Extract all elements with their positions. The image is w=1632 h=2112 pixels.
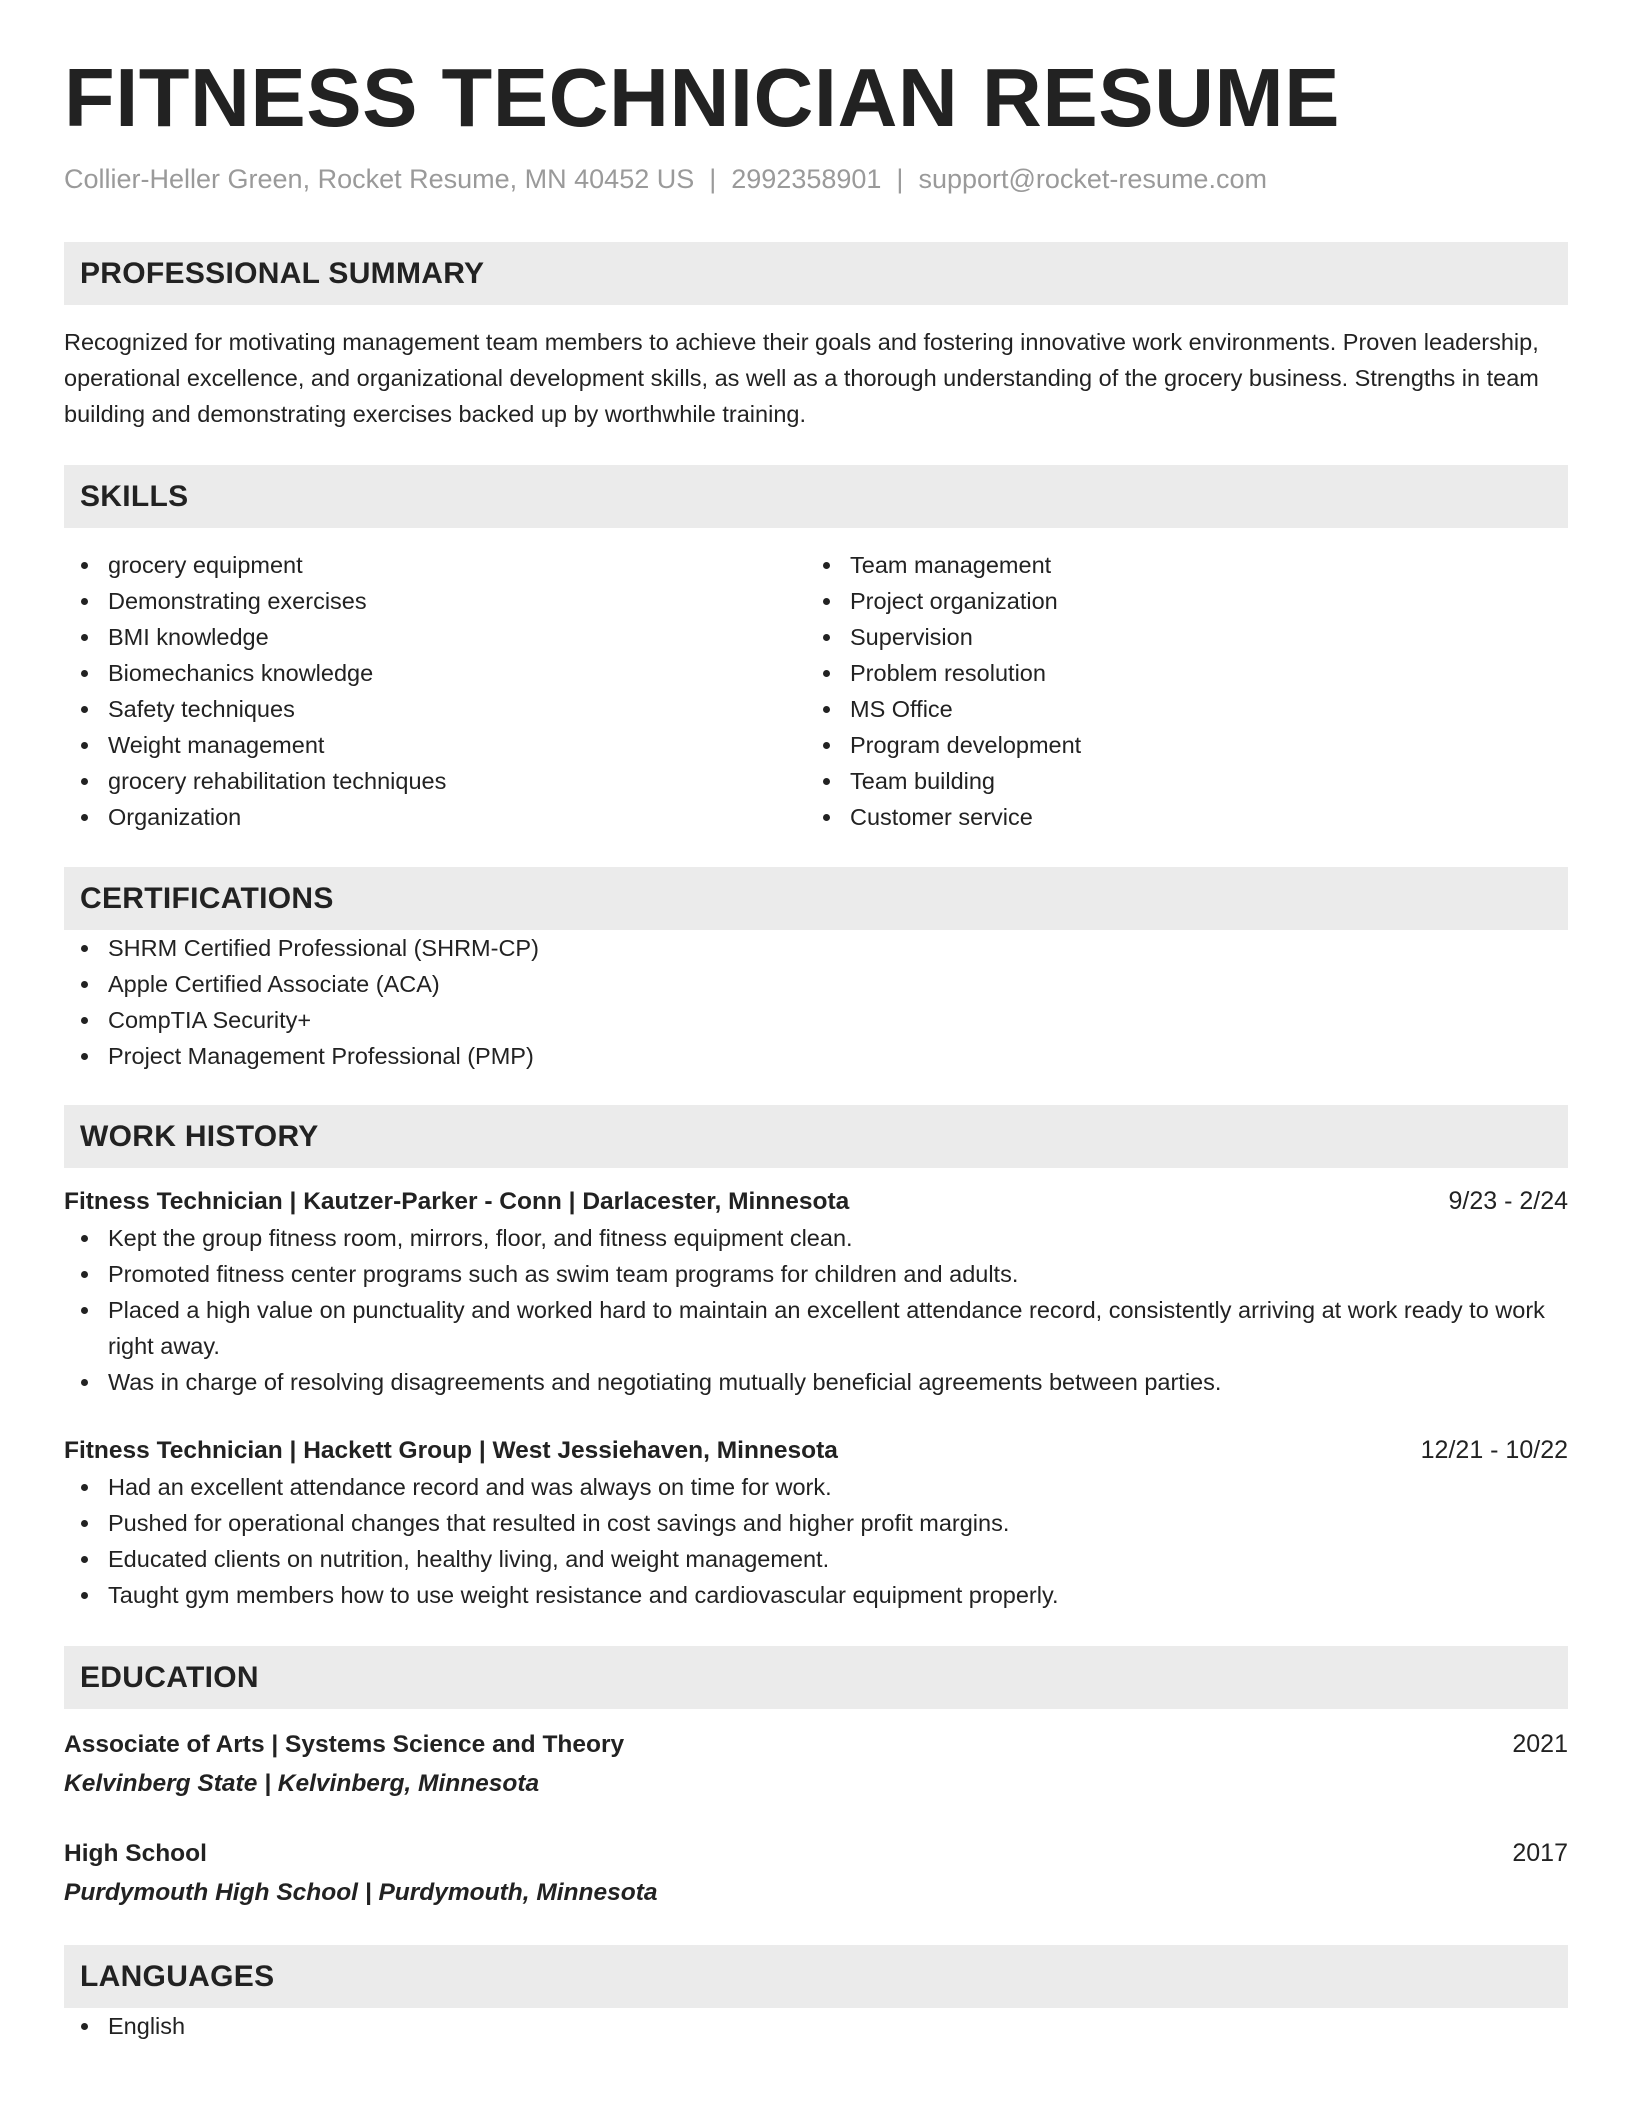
language-label: English — [108, 2013, 186, 2039]
job-header — [64, 1183, 1568, 1220]
skill-item — [64, 799, 806, 835]
bullet-dot-icon — [823, 742, 830, 749]
job-bullet — [64, 1364, 1568, 1400]
bullet-dot-icon — [81, 742, 88, 749]
education-degree-row — [64, 1835, 1568, 1872]
job-bullets — [64, 1469, 1568, 1613]
contact-separator: | — [896, 164, 904, 194]
bullet-dot-icon — [81, 1307, 88, 1314]
certification-item — [64, 1038, 1568, 1074]
bullet-dot-icon — [81, 1053, 88, 1060]
job-bullet — [64, 1505, 1568, 1541]
skill-label: Team building — [850, 768, 996, 794]
education-year: 2017 — [1512, 1839, 1568, 1867]
job-bullet-text: Was in charge of resolving disagreements and negotiating mutually beneficial agreements between parties. — [108, 1369, 1222, 1395]
job-bullet-text: Kept the group fitness room, mirrors, floor, and fitness equipment clean. — [108, 1225, 853, 1251]
certification-item — [64, 930, 1568, 966]
bullet-dot-icon — [81, 2023, 88, 2030]
bullet-dot-icon — [81, 598, 88, 605]
skill-item — [806, 727, 1568, 763]
job-dates: 9/23 - 2/24 — [1448, 1187, 1568, 1215]
bullet-dot-icon — [81, 1592, 88, 1599]
job-bullet-text: Educated clients on nutrition, healthy living, and weight management. — [108, 1546, 830, 1572]
bullet-dot-icon — [823, 778, 830, 785]
education-entry — [64, 1726, 1568, 1802]
job-bullets — [64, 1220, 1568, 1400]
skill-label: grocery rehabilitation techniques — [108, 768, 447, 794]
skill-item — [806, 583, 1568, 619]
bullet-dot-icon — [81, 1556, 88, 1563]
job-bullet — [64, 1292, 1568, 1364]
skill-label: BMI knowledge — [108, 624, 269, 650]
certification-item — [64, 966, 1568, 1002]
skills-left-list — [64, 547, 806, 835]
skill-item — [806, 547, 1568, 583]
skill-label: Customer service — [850, 804, 1033, 830]
bullet-dot-icon — [81, 1520, 88, 1527]
certifications-heading: CERTIFICATIONS — [64, 867, 1568, 930]
education-year: 2021 — [1512, 1730, 1568, 1758]
skills-columns — [64, 547, 1568, 835]
skills-right-list — [806, 547, 1568, 835]
certification-label: Apple Certified Associate (ACA) — [108, 971, 440, 997]
bullet-dot-icon — [81, 945, 88, 952]
contact-phone: 2992358901 — [731, 164, 882, 194]
skill-item — [806, 799, 1568, 835]
skill-item — [64, 655, 806, 691]
education-school: Kelvinberg State | Kelvinberg, Minnesota — [64, 1770, 540, 1797]
skill-label: grocery equipment — [108, 552, 303, 578]
education-degree-row — [64, 1726, 1568, 1763]
bullet-dot-icon — [81, 814, 88, 821]
skill-label: Demonstrating exercises — [108, 588, 367, 614]
job-bullet-text: Had an excellent attendance record and was always on time for work. — [108, 1474, 832, 1500]
bullet-dot-icon — [81, 778, 88, 785]
skills-right-column — [806, 547, 1568, 835]
bullet-dot-icon — [823, 562, 830, 569]
job-bullet-text: Pushed for operational changes that resulted in cost savings and higher profit margins. — [108, 1510, 1010, 1536]
bullet-dot-icon — [81, 562, 88, 569]
skill-item — [64, 619, 806, 655]
job-bullet — [64, 1469, 1568, 1505]
skill-label: Weight management — [108, 732, 325, 758]
bullet-dot-icon — [81, 670, 88, 677]
language-item — [64, 2008, 1568, 2044]
skill-label: Supervision — [850, 624, 973, 650]
skill-label: MS Office — [850, 696, 953, 722]
summary-heading: PROFESSIONAL SUMMARY — [64, 242, 1568, 305]
certification-label: CompTIA Security+ — [108, 1007, 312, 1033]
contact-address: Collier-Heller Green, Rocket Resume, MN 40452 US — [64, 164, 695, 194]
job-bullet-text: Placed a high value on punctuality and worked hard to maintain an excellent attendance record, consistently arriving at work ready to work right away. — [108, 1297, 1545, 1359]
skills-heading: SKILLS — [64, 465, 1568, 528]
bullet-dot-icon — [823, 670, 830, 677]
work-history-heading: WORK HISTORY — [64, 1105, 1568, 1168]
education-degree: High School — [64, 1840, 207, 1867]
skill-item — [64, 583, 806, 619]
education-heading: EDUCATION — [64, 1646, 1568, 1709]
job-bullet-text: Promoted fitness center programs such as swim team programs for children and adults. — [108, 1261, 1019, 1287]
job-dates: 12/21 - 10/22 — [1420, 1436, 1568, 1464]
bullet-dot-icon — [81, 1484, 88, 1491]
job-title: Fitness Technician | Kautzer-Parker - Conn | Darlacester, Minnesota — [64, 1188, 850, 1215]
bullet-dot-icon — [823, 634, 830, 641]
job-bullet — [64, 1256, 1568, 1292]
skill-item — [64, 547, 806, 583]
certification-label: Project Management Professional (PMP) — [108, 1043, 534, 1069]
bullet-dot-icon — [81, 1235, 88, 1242]
skill-label: Program development — [850, 732, 1082, 758]
education-degree: Associate of Arts | Systems Science and Theory — [64, 1731, 625, 1758]
job-bullet — [64, 1541, 1568, 1577]
job-bullet — [64, 1220, 1568, 1256]
skill-item — [64, 763, 806, 799]
contact-separator: | — [709, 164, 717, 194]
skill-item — [806, 763, 1568, 799]
contact-email[interactable]: support@rocket-resume.com — [918, 164, 1267, 194]
bullet-dot-icon — [81, 1379, 88, 1386]
job-title: Fitness Technician | Hackett Group | West Jessiehaven, Minnesota — [64, 1437, 838, 1464]
bullet-dot-icon — [81, 1017, 88, 1024]
contact-line — [64, 164, 1568, 195]
certifications-list — [64, 930, 1568, 1074]
job-header — [64, 1432, 1568, 1469]
job-bullet-text: Taught gym members how to use weight resistance and cardiovascular equipment properly. — [108, 1582, 1059, 1608]
bullet-dot-icon — [823, 598, 830, 605]
skill-label: Team management — [850, 552, 1052, 578]
skill-label: Biomechanics knowledge — [108, 660, 374, 686]
skill-item — [64, 727, 806, 763]
skill-item — [806, 619, 1568, 655]
skill-label: Project organization — [850, 588, 1058, 614]
skill-item — [806, 691, 1568, 727]
resume-title: FITNESS TECHNICIAN RESUME — [64, 51, 1341, 144]
skill-label: Problem resolution — [850, 660, 1046, 686]
certification-label: SHRM Certified Professional (SHRM-CP) — [108, 935, 539, 961]
education-school: Purdymouth High School | Purdymouth, Minnesota — [64, 1879, 658, 1906]
bullet-dot-icon — [81, 706, 88, 713]
skill-label: Organization — [108, 804, 242, 830]
skills-left-column — [64, 547, 806, 835]
skill-item — [64, 691, 806, 727]
languages-list — [64, 2008, 1568, 2044]
skill-label: Safety techniques — [108, 696, 295, 722]
summary-text: Recognized for motivating management team members to achieve their goals and fostering innovative work environments. Proven leadership, operational excellence, and organizational development skills, as well as a thorough understanding of the grocery business. Strengths in team building and demonstrating exercises backed up by worthwhile training. — [64, 329, 1539, 427]
job-bullet — [64, 1577, 1568, 1613]
bullet-dot-icon — [823, 706, 830, 713]
skill-item — [806, 655, 1568, 691]
bullet-dot-icon — [81, 981, 88, 988]
languages-heading: LANGUAGES — [64, 1945, 1568, 2008]
bullet-dot-icon — [81, 1271, 88, 1278]
education-entry — [64, 1835, 1568, 1911]
bullet-dot-icon — [823, 814, 830, 821]
certification-item — [64, 1002, 1568, 1038]
bullet-dot-icon — [81, 634, 88, 641]
